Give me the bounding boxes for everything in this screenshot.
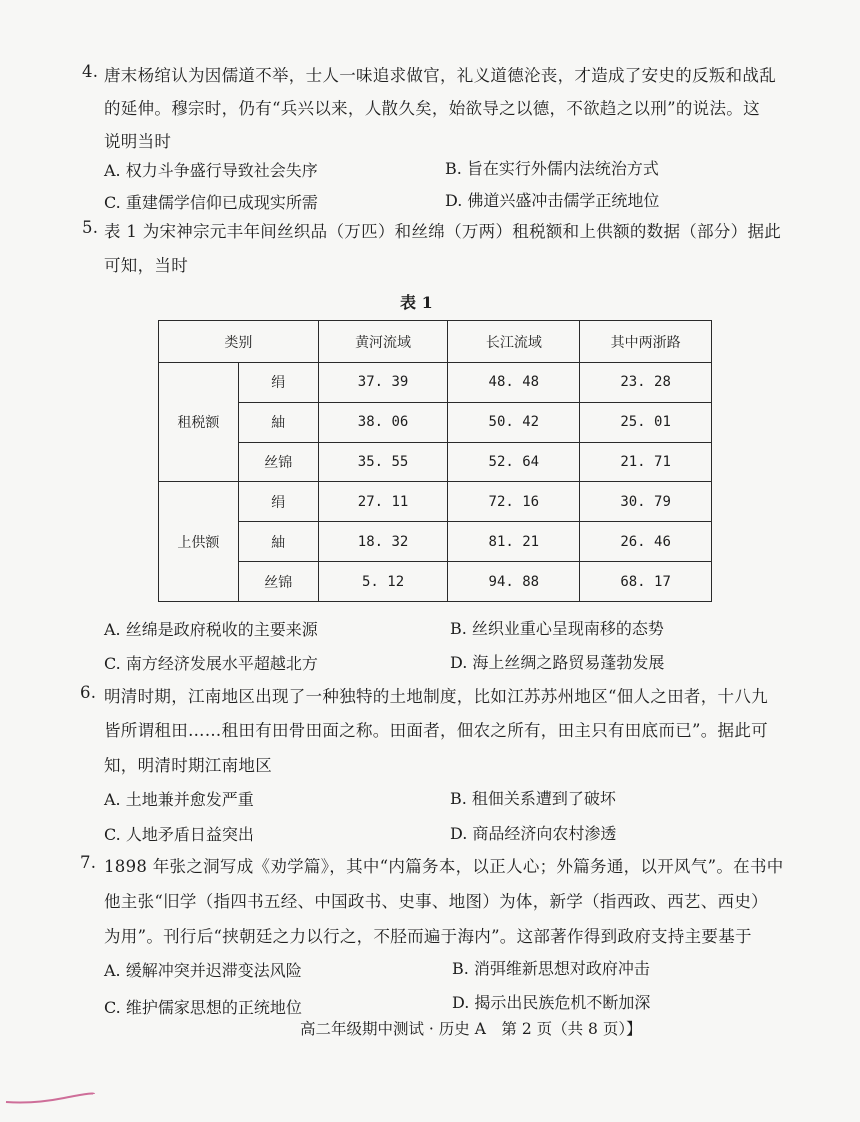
- q4-number: 4.: [82, 62, 99, 81]
- row-item: 绢: [238, 482, 318, 522]
- q4-stem-line-3: 说明当时: [104, 132, 172, 151]
- cell-value: 94. 88: [448, 562, 580, 602]
- q7-option-c: C. 维护儒家思想的正统地位: [104, 998, 302, 1017]
- cell-value: 21. 71: [580, 442, 712, 482]
- q7-stem-line-2: 他主张“旧学（指四书五经、中国政书、史事、地图）为体，新学（指西政、西艺、西史）: [104, 892, 768, 911]
- q5-option-d: D. 海上丝绸之路贸易蓬勃发展: [450, 653, 665, 672]
- q6-stem-line-2: 皆所谓租田……租田有田骨田面之称。田面者，佃农之所有，田主只有田底而已”。据此可: [104, 721, 768, 740]
- cell-value: 72. 16: [448, 482, 580, 522]
- table-row: [159, 442, 712, 482]
- cell-value: 35. 55: [318, 442, 448, 482]
- group-label-tribute: 上供额: [159, 482, 239, 602]
- cell-value: 37. 39: [318, 363, 448, 403]
- q5-option-a: A. 丝绵是政府税收的主要来源: [104, 620, 318, 639]
- table-row: [159, 402, 712, 442]
- q7-option-a: A. 缓解冲突并迟滞变法风险: [104, 961, 302, 980]
- cell-value: 23. 28: [580, 363, 712, 403]
- cell-value: 38. 06: [318, 402, 448, 442]
- table-row: [159, 363, 712, 403]
- header-yangtze: 长江流域: [448, 321, 580, 363]
- cell-value: 52. 64: [448, 442, 580, 482]
- q5-option-c: C. 南方经济发展水平超越北方: [104, 654, 318, 673]
- row-item: 丝锦: [238, 562, 318, 602]
- table-caption: 表 1: [400, 293, 433, 312]
- cell-value: 50. 42: [448, 402, 580, 442]
- silk-tax-table: [158, 320, 712, 602]
- q5-stem-line-2: 可知，当时: [104, 256, 188, 275]
- group-label-tax: 租税额: [159, 363, 239, 482]
- q6-stem-line-3: 知，明清时期江南地区: [104, 756, 272, 775]
- q4-option-d: D. 佛道兴盛冲击儒学正统地位: [445, 191, 660, 210]
- cell-value: 26. 46: [580, 522, 712, 562]
- row-item: 绢: [238, 363, 318, 403]
- cell-value: 48. 48: [448, 363, 580, 403]
- cell-value: 27. 11: [318, 482, 448, 522]
- q5-number: 5.: [82, 218, 99, 237]
- table-row: [159, 562, 712, 602]
- cell-value: 18. 32: [318, 522, 448, 562]
- table-header-row: [159, 321, 712, 363]
- row-item: 紬: [238, 522, 318, 562]
- q7-option-d: D. 揭示出民族危机不断加深: [452, 993, 651, 1012]
- q7-stem-line-1: 1898 年张之洞写成《劝学篇》，其中“内篇务本，以正人心；外篇务通，以开风气”。在书中: [104, 857, 784, 876]
- q7-stem-line-3: 为用”。刊行后“挟朝廷之力以行之，不胫而遍于海内”。这部著作得到政府支持主要基于: [104, 927, 752, 946]
- header-liangzhe: 其中两浙路: [580, 321, 712, 363]
- q6-stem-line-1: 明清时期，江南地区出现了一种独特的土地制度，比如江苏苏州地区“佃人之田者，十八九: [104, 687, 768, 706]
- q6-number: 6.: [80, 683, 97, 702]
- q7-option-b: B. 消弭维新思想对政府冲击: [452, 959, 650, 978]
- q4-option-a: A. 权力斗争盛行导致社会失序: [104, 161, 318, 180]
- table-row: [159, 522, 712, 562]
- q6-option-c: C. 人地矛盾日益突出: [104, 825, 254, 844]
- q6-option-b: B. 租佃关系遭到了破坏: [450, 789, 616, 808]
- header-yellow-river: 黄河流域: [318, 321, 448, 363]
- cell-value: 5. 12: [318, 562, 448, 602]
- cell-value: 81. 21: [448, 522, 580, 562]
- table-row: [159, 482, 712, 522]
- row-item: 丝锦: [238, 442, 318, 482]
- q5-stem-line-1: 表 1 为宋神宗元丰年间丝织品（万匹）和丝绵（万两）租税额和上供额的数据（部分）据此: [104, 222, 782, 241]
- q7-number: 7.: [80, 853, 97, 872]
- pen-mark-icon: [4, 1092, 96, 1106]
- cell-value: 68. 17: [580, 562, 712, 602]
- page-footer: 高二年级期中测试 · 历史 A 第 2 页（共 8 页）】: [300, 1020, 642, 1038]
- q6-option-a: A. 土地兼并愈发严重: [104, 790, 254, 809]
- cell-value: 30. 79: [580, 482, 712, 522]
- row-item: 紬: [238, 402, 318, 442]
- q4-option-b: B. 旨在实行外儒内法统治方式: [445, 159, 659, 178]
- q6-option-d: D. 商品经济向农村渗透: [450, 824, 617, 843]
- q4-stem-line-1: 唐末杨绾认为因儒道不举，士人一味追求做官，礼义道德沦丧，才造成了安史的反叛和战乱: [104, 66, 776, 85]
- header-category: 类别: [159, 321, 319, 363]
- cell-value: 25. 01: [580, 402, 712, 442]
- q4-stem-line-2: 的延伸。穆宗时，仍有“兵兴以来，人散久矣，始欲导之以德，不欲趋之以刑”的说法。这: [104, 99, 760, 118]
- q5-option-b: B. 丝织业重心呈现南移的态势: [450, 619, 664, 638]
- q4-option-c: C. 重建儒学信仰已成现实所需: [104, 193, 318, 212]
